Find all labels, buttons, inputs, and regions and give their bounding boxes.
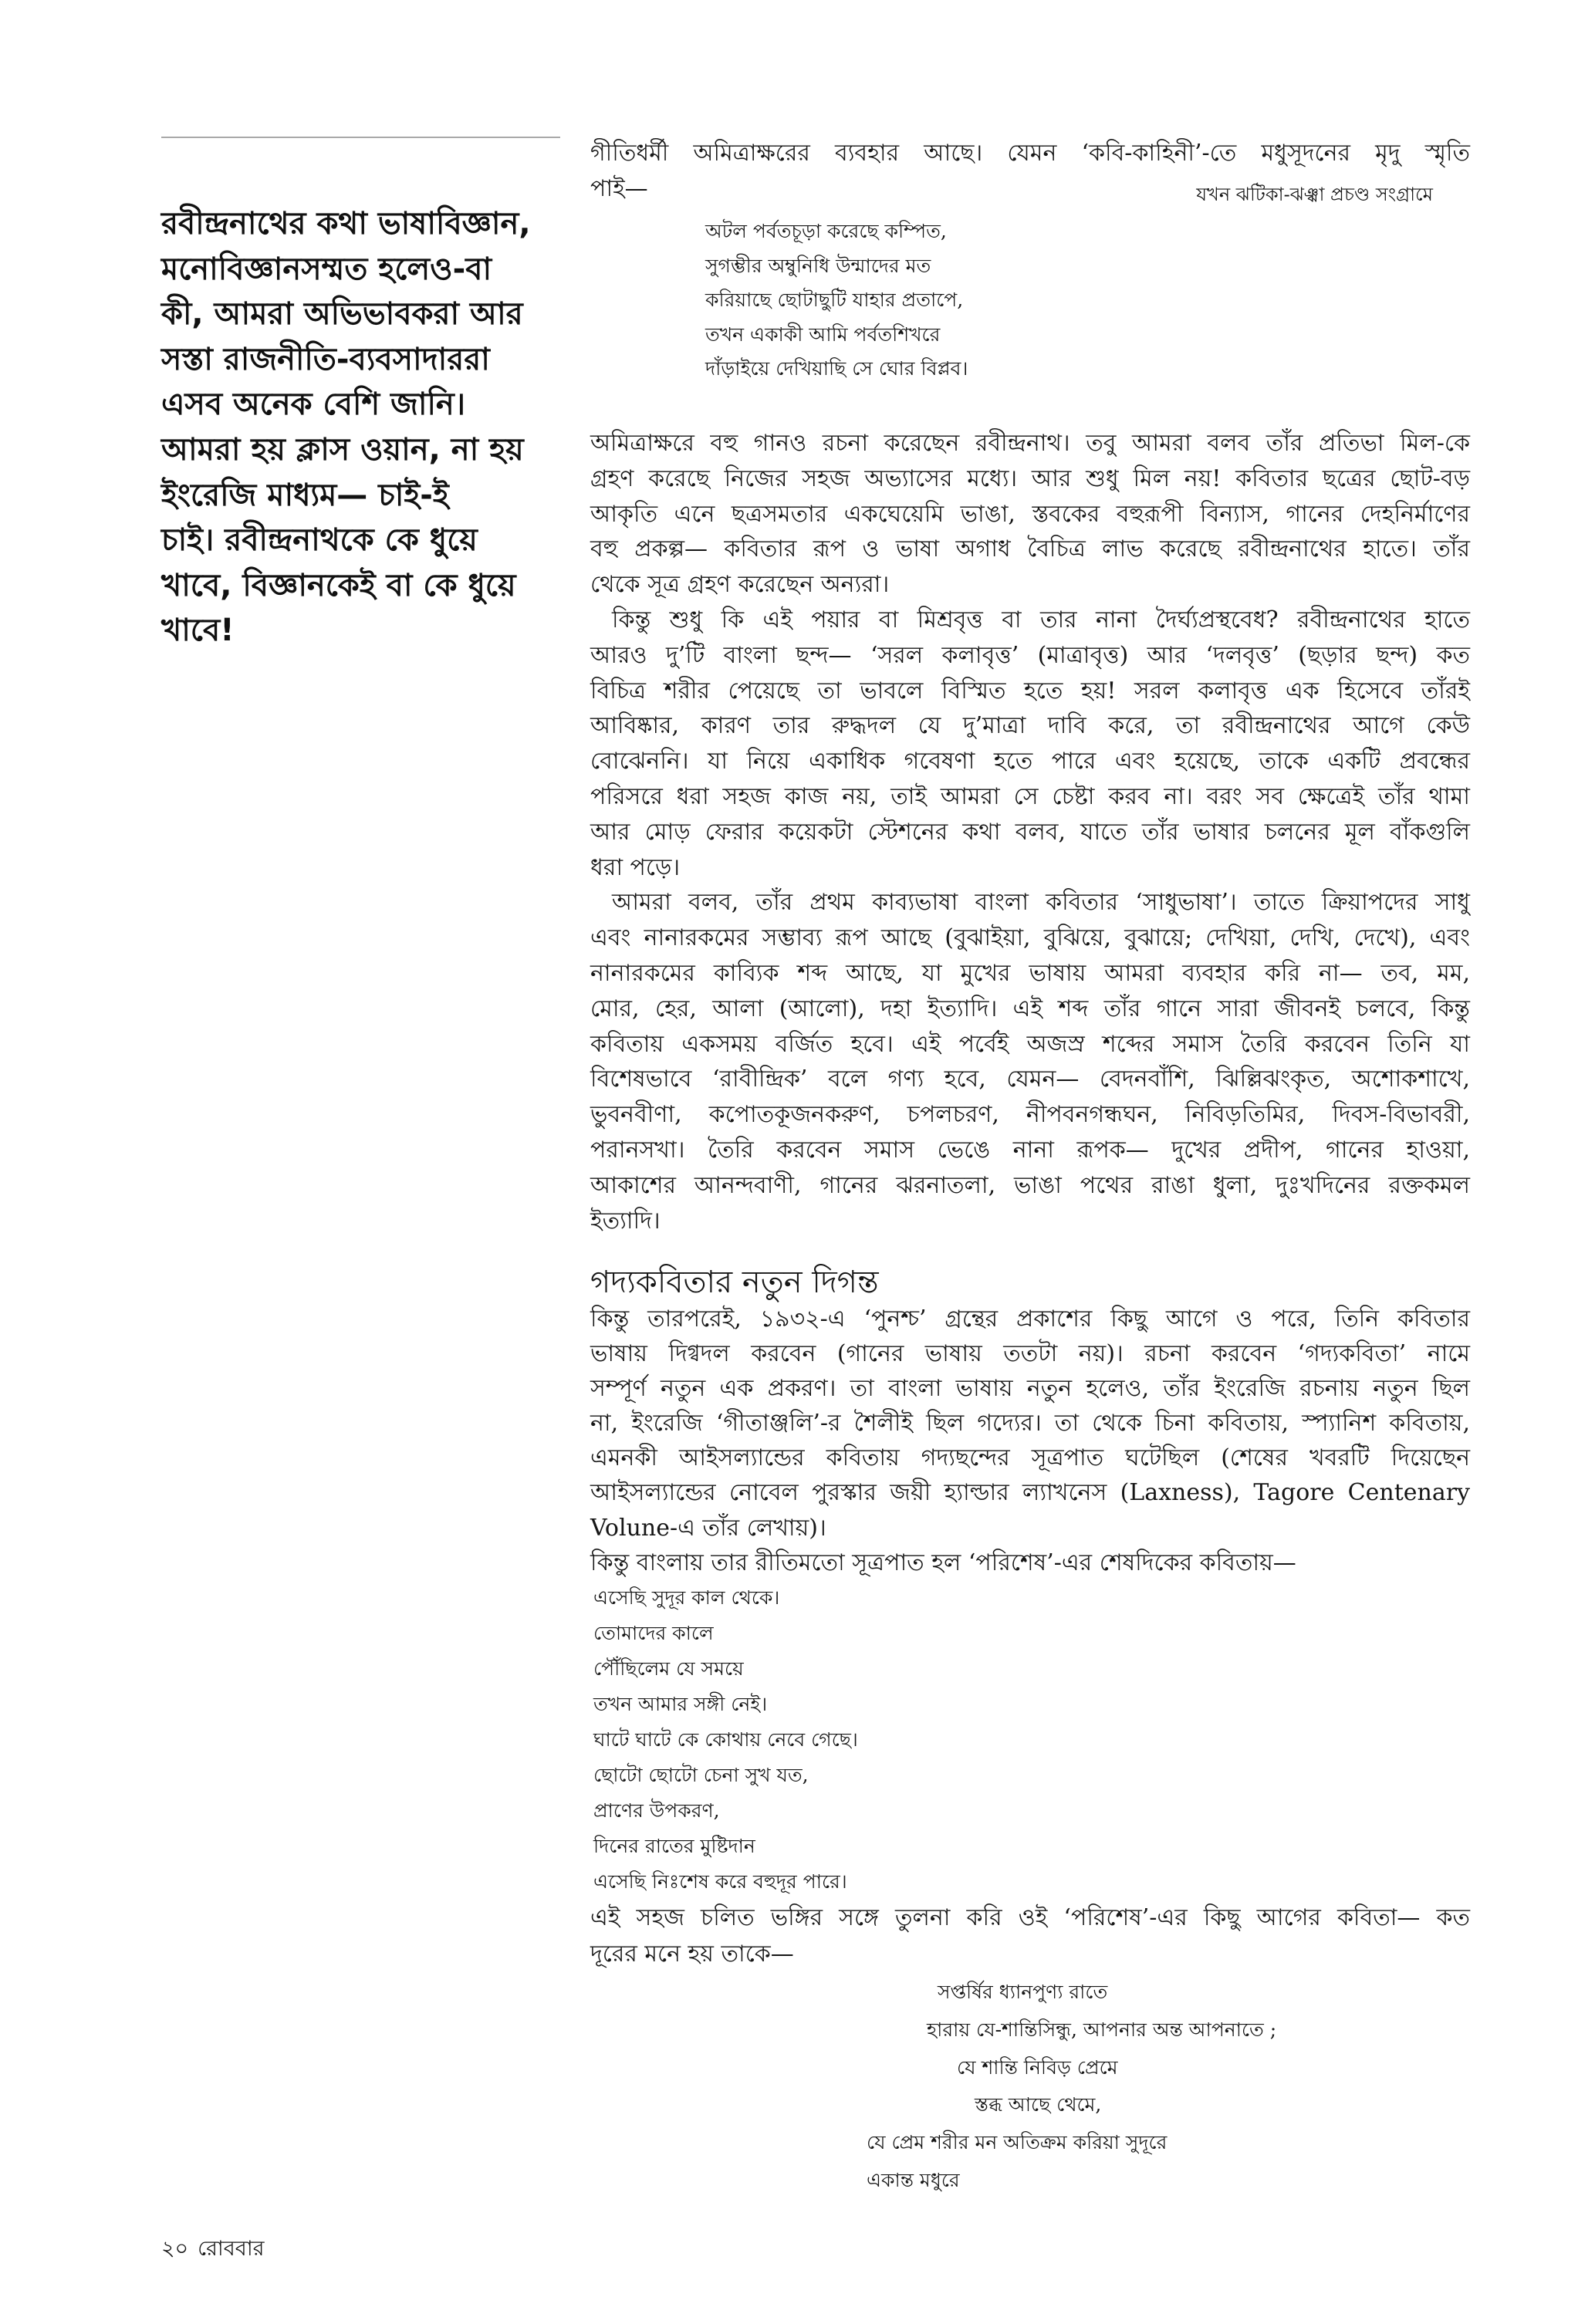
paragraph bbox=[590, 426, 1470, 603]
paragraph-line: দূরের মনে হয় তাকে— bbox=[590, 1941, 794, 1968]
quoted-verse-first-line: যখন ঝটিকা-ঝঞ্ঝা প্রচণ্ড সংগ্রামে bbox=[1196, 184, 1433, 205]
verse-line: যে শান্তি নিবিড় প্রেমে bbox=[957, 2055, 1118, 2079]
paragraph-line: পরানসখা। তৈরি করবেন সমাস ভেঙে নানা রূপক— দুখের প্রদীপ, গানের হাওয়া, bbox=[590, 1136, 1470, 1164]
verse-line: এসেছি সুদূর কাল থেকে। bbox=[593, 1586, 780, 1609]
paragraph-line: Volune-এ তাঁর লেখায়)। bbox=[590, 1514, 826, 1542]
paragraph-line: কিন্তু শুধু কি এই পয়ার বা মিশ্রবৃত্ত বা তার নানা দৈর্ঘ্যপ্রস্থবেধ? রবীন্দ্রনাথের হাতে bbox=[612, 606, 1470, 633]
verse-line: অটল পর্বতচূড়া করেছে কম্পিত, bbox=[705, 220, 947, 242]
page-number: ২০ bbox=[161, 2237, 189, 2261]
verse-line: ঘাটে ঘাটে কে কোথায় নেবে গেছে। bbox=[593, 1728, 858, 1751]
verse-line: হারায় যে-শান্তিসিন্ধু, আপনার অন্ত আপনাতে ; bbox=[927, 2018, 1277, 2041]
paragraph-line: ইত্যাদি। bbox=[590, 1207, 661, 1235]
paragraph-line: আবিষ্কার, কারণ তার রুদ্ধদল যে দু’মাত্রা দাবি করে, তা রবীন্দ্রনাথের আগে কেউ bbox=[590, 712, 1470, 740]
verse-block bbox=[705, 214, 968, 387]
paragraph-line: আর মোড় ফেরার কয়েকটা স্টেশনের কথা বলব, যাতে তাঁর ভাষার চলনের মূল বাঁকগুলি bbox=[590, 818, 1470, 846]
verse-line: সুগম্ভীর অম্বুনিধি উন্মাদের মত bbox=[705, 254, 931, 277]
paragraph-line: ধরা পড়ে। bbox=[590, 853, 681, 881]
paragraph-line: ভুবনবীণা, কপোতকূজনকরুণ, চপলচরণ, নীপবনগন্ধঘন, নিবিড়তিমির, দিবস-বিভাবরী, bbox=[590, 1101, 1470, 1129]
paragraph-line: কিন্তু তারপরেই, ১৯৩২-এ ‘পুনশ্চ’ গ্রন্থের প্রকাশের কিছু আগে ও পরে, তিনি কবিতার bbox=[590, 1306, 1470, 1333]
pull-quote-line: সস্তা রাজনীতি-ব্যবসাদাররা bbox=[161, 341, 490, 377]
top-rule bbox=[161, 137, 560, 138]
paragraph bbox=[590, 1302, 1470, 1545]
paragraph-line: আইসল্যান্ডের নোবেল পুরস্কার জয়ী হ্যাল্ডার ল্যাখনেস (Laxness), Tagore Centenary bbox=[590, 1479, 1470, 1507]
paragraph-line: নানারকমের কাব্যিক শব্দ আছে, যা মুখের ভাষায় আমরা ব্যবহার করি না— তব, মম, bbox=[590, 959, 1470, 987]
paragraph-line: কিন্তু বাংলায় তার রীতিমতো সূত্রপাত হল ‘পরিশেষ’-এর শেষদিকের কবিতায়— bbox=[590, 1549, 1296, 1576]
verse-line: করিয়াছে ছোটাছুটি যাহার প্রতাপে, bbox=[705, 289, 964, 311]
verse-line: পৌঁছিলেম যে সময়ে bbox=[593, 1657, 744, 1680]
paragraph-line: আকাশের আনন্দবাণী, গানের ঝরনাতলা, ভাঙা পথের রাঙা ধুলা, দুঃখদিনের রক্তকমল bbox=[590, 1171, 1470, 1199]
page-footer bbox=[161, 2236, 265, 2262]
paragraph-line: আকৃতি এনে ছত্রসমতার একঘেয়েমি ভাঙা, স্তবকের বহুরূপী বিন্যাস, গানের দেহনির্মাণের bbox=[590, 500, 1470, 528]
paragraph-line: পরিসরে ধরা সহজ কাজ নয়, তাই আমরা সে চেষ্টা করব না। বরং সব ক্ষেত্রেই তাঁর থামা bbox=[590, 782, 1470, 810]
pull-quote-line: মনোবিজ্ঞানসম্মত হলেও-বা bbox=[161, 251, 492, 287]
paragraph-line: গীতিধর্মী অমিত্রাক্ষরের ব্যবহার আছে। যেমন ‘কবি-কাহিনী’-তে মধুসূদনের মৃদু স্মৃতি bbox=[590, 140, 1470, 167]
verse-line: ছোটো ছোটো চেনা সুখ যত, bbox=[593, 1764, 809, 1786]
verse-line: স্তব্ধ আছে থেমে, bbox=[975, 2093, 1102, 2116]
pull-quote-line: চাই। রবীন্দ্রনাথকে কে ধুয়ে bbox=[161, 522, 478, 559]
paragraph-line: থেকে সূত্র গ্রহণ করেছেন অন্যরা। bbox=[590, 571, 890, 599]
paragraph-line: বিচিত্র শরীর পেয়েছে তা ভাবলে বিস্মিত হতে হয়! সরল কলাবৃত্ত এক হিসেবে তাঁরই bbox=[590, 677, 1470, 704]
article-body bbox=[590, 426, 1470, 1238]
paragraph-line: এই সহজ চলিত ভঙ্গির সঙ্গে তুলনা করি ওই ‘পরিশেষ’-এর কিছু আগের কবিতা— কত bbox=[590, 1904, 1470, 1931]
verse-block bbox=[593, 1580, 858, 1900]
verse-line: দিনের রাতের মুষ্টিদান bbox=[593, 1835, 755, 1857]
paragraph-line: আরও দু’টি বাংলা ছন্দ— ‘সরল কলাবৃত্ত’ (মাত্রাবৃত্ত) আর ‘দলবৃত্ত’ (ছড়ার ছন্দ) কত bbox=[590, 641, 1470, 669]
pull-quote-line: আমরা হয় ক্লাস ওয়ান, না হয় bbox=[161, 431, 524, 468]
paragraph bbox=[590, 1545, 1470, 1580]
paragraph-line: পাই— bbox=[590, 175, 648, 202]
paragraph-line: বিশেষভাবে ‘রাবীন্দ্রিক’ বলে গণ্য হবে, যেমন— বেদনবাঁশি, ঝিল্লিঝংকৃত, অশোকশাখে, bbox=[590, 1066, 1470, 1093]
paragraph-line: সম্পূর্ণ নতুন এক প্রকরণ। তা বাংলা ভাষায় নতুন হলেও, তাঁর ইংরেজি রচনায় নতুন ছিল bbox=[590, 1375, 1470, 1403]
paragraph bbox=[590, 1900, 1470, 1972]
pull-quote-line: খাবে, বিজ্ঞানকেই বা কে ধুয়ে bbox=[161, 567, 516, 603]
paragraph-line: বোঝেননি। যা নিয়ে একাধিক গবেষণা হতে পারে এবং হয়েছে, তাকে একটি প্রবন্ধের bbox=[590, 748, 1470, 775]
paragraph-line: বহু প্রকল্প— কবিতার রূপ ও ভাষা অগাধ বৈচিত্র লাভ করেছে রবীন্দ্রনাথের হাতে। তাঁর bbox=[590, 535, 1470, 563]
verse-line: যে প্রেম শরীর মন অতিক্রম করিয়া সুদূরে bbox=[867, 2131, 1168, 2154]
paragraph-line: কবিতায় একসময় বর্জিত হবে। এই পর্বেই অজস্র শব্দের সমাস তৈরি করবেন তিনি যা bbox=[590, 1030, 1470, 1058]
verse-line: তখন আমার সঙ্গী নেই। bbox=[593, 1693, 768, 1715]
publication-name: রোববার bbox=[198, 2237, 265, 2261]
verse-line: তখন একাকী আমি পর্বতশিখরে bbox=[705, 323, 941, 346]
paragraph bbox=[590, 603, 1470, 885]
pull-quote-line: কী, আমরা অভিভাবকরা আর bbox=[161, 296, 523, 333]
verse-line: দাঁড়াইয়ে দেখিয়াছি সে ঘোর বিপ্লব। bbox=[705, 357, 968, 380]
pull-quote-line: এসব অনেক বেশি জানি। bbox=[161, 387, 466, 423]
paragraph-line: অমিত্রাক্ষরে বহু গানও রচনা করেছেন রবীন্দ্রনাথ। তবু আমরা বলব তাঁর প্রতিভা মিল-কে bbox=[590, 430, 1470, 457]
paragraph-line: আমরা বলব, তাঁর প্রথম কাব্যভাষা বাংলা কবিতার ‘সাধুভাষা’। তাতে ক্রিয়াপদের সাধু bbox=[612, 889, 1470, 917]
paragraph-line: গ্রহণ করেছে নিজের সহজ অভ্যাসের মধ্যে। আর শুধু মিল নয়! কবিতার ছত্রের ছোট-বড় bbox=[590, 464, 1470, 492]
paragraph-line: এমনকী আইসল্যান্ডের কবিতায় গদ্যছন্দের সূত্রপাত ঘটেছিল (শেষের খবরটি দিয়েছেন bbox=[590, 1444, 1470, 1472]
section-heading: গদ্যকবিতার নতুন দিগন্ত bbox=[590, 1265, 879, 1300]
paragraph-line: মোর, হের, আলা (আলো), দহা ইত্যাদি। এই শব্দ তাঁর গানে সারা জীবনই চলবে, কিন্তু bbox=[590, 995, 1470, 1022]
verse-line: এসেছি নিঃশেষ করে বহুদূর পারে। bbox=[593, 1870, 847, 1893]
verse-line: তোমাদের কালে bbox=[593, 1622, 714, 1644]
paragraph-line: এবং নানারকমের সম্ভাব্য রূপ আছে (বুঝাইয়া, বুঝিয়ে, বুঝায়ে; দেখিয়া, দেখি, দেখে), এবং bbox=[590, 924, 1470, 952]
paragraph-line: না, ইংরেজি ‘গীতাঞ্জলি’-র শৈলীই ছিল গদ্যের। তা থেকে চিনা কবিতায়, স্প্যানিশ কবিতায়, bbox=[590, 1410, 1470, 1437]
verse-line: সপ্তর্ষির ধ্যানপুণ্য রাতে bbox=[938, 1981, 1108, 2003]
article-body bbox=[590, 1302, 1470, 1580]
pull-quote-line: খাবে! bbox=[161, 613, 235, 649]
verse-line: প্রাণের উপকরণ, bbox=[593, 1799, 720, 1822]
verse-line: একান্ত মধুরে bbox=[867, 2168, 960, 2191]
verse-block bbox=[867, 1974, 1453, 2200]
paragraph-line: ভাষায় দিগ্বদল করবেন (গানের ভাষায় ততটা নয়)। রচনা করবেন ‘গদ্যকবিতা’ নামে bbox=[590, 1340, 1470, 1368]
pull-quote-line: রবীন্দ্রনাথের কথা ভাষাবিজ্ঞান, bbox=[161, 206, 531, 242]
paragraph bbox=[590, 885, 1470, 1238]
pull-quote-line: ইংরেজি মাধ্যম— চাই-ই bbox=[161, 477, 449, 513]
pull-quote bbox=[161, 201, 563, 654]
